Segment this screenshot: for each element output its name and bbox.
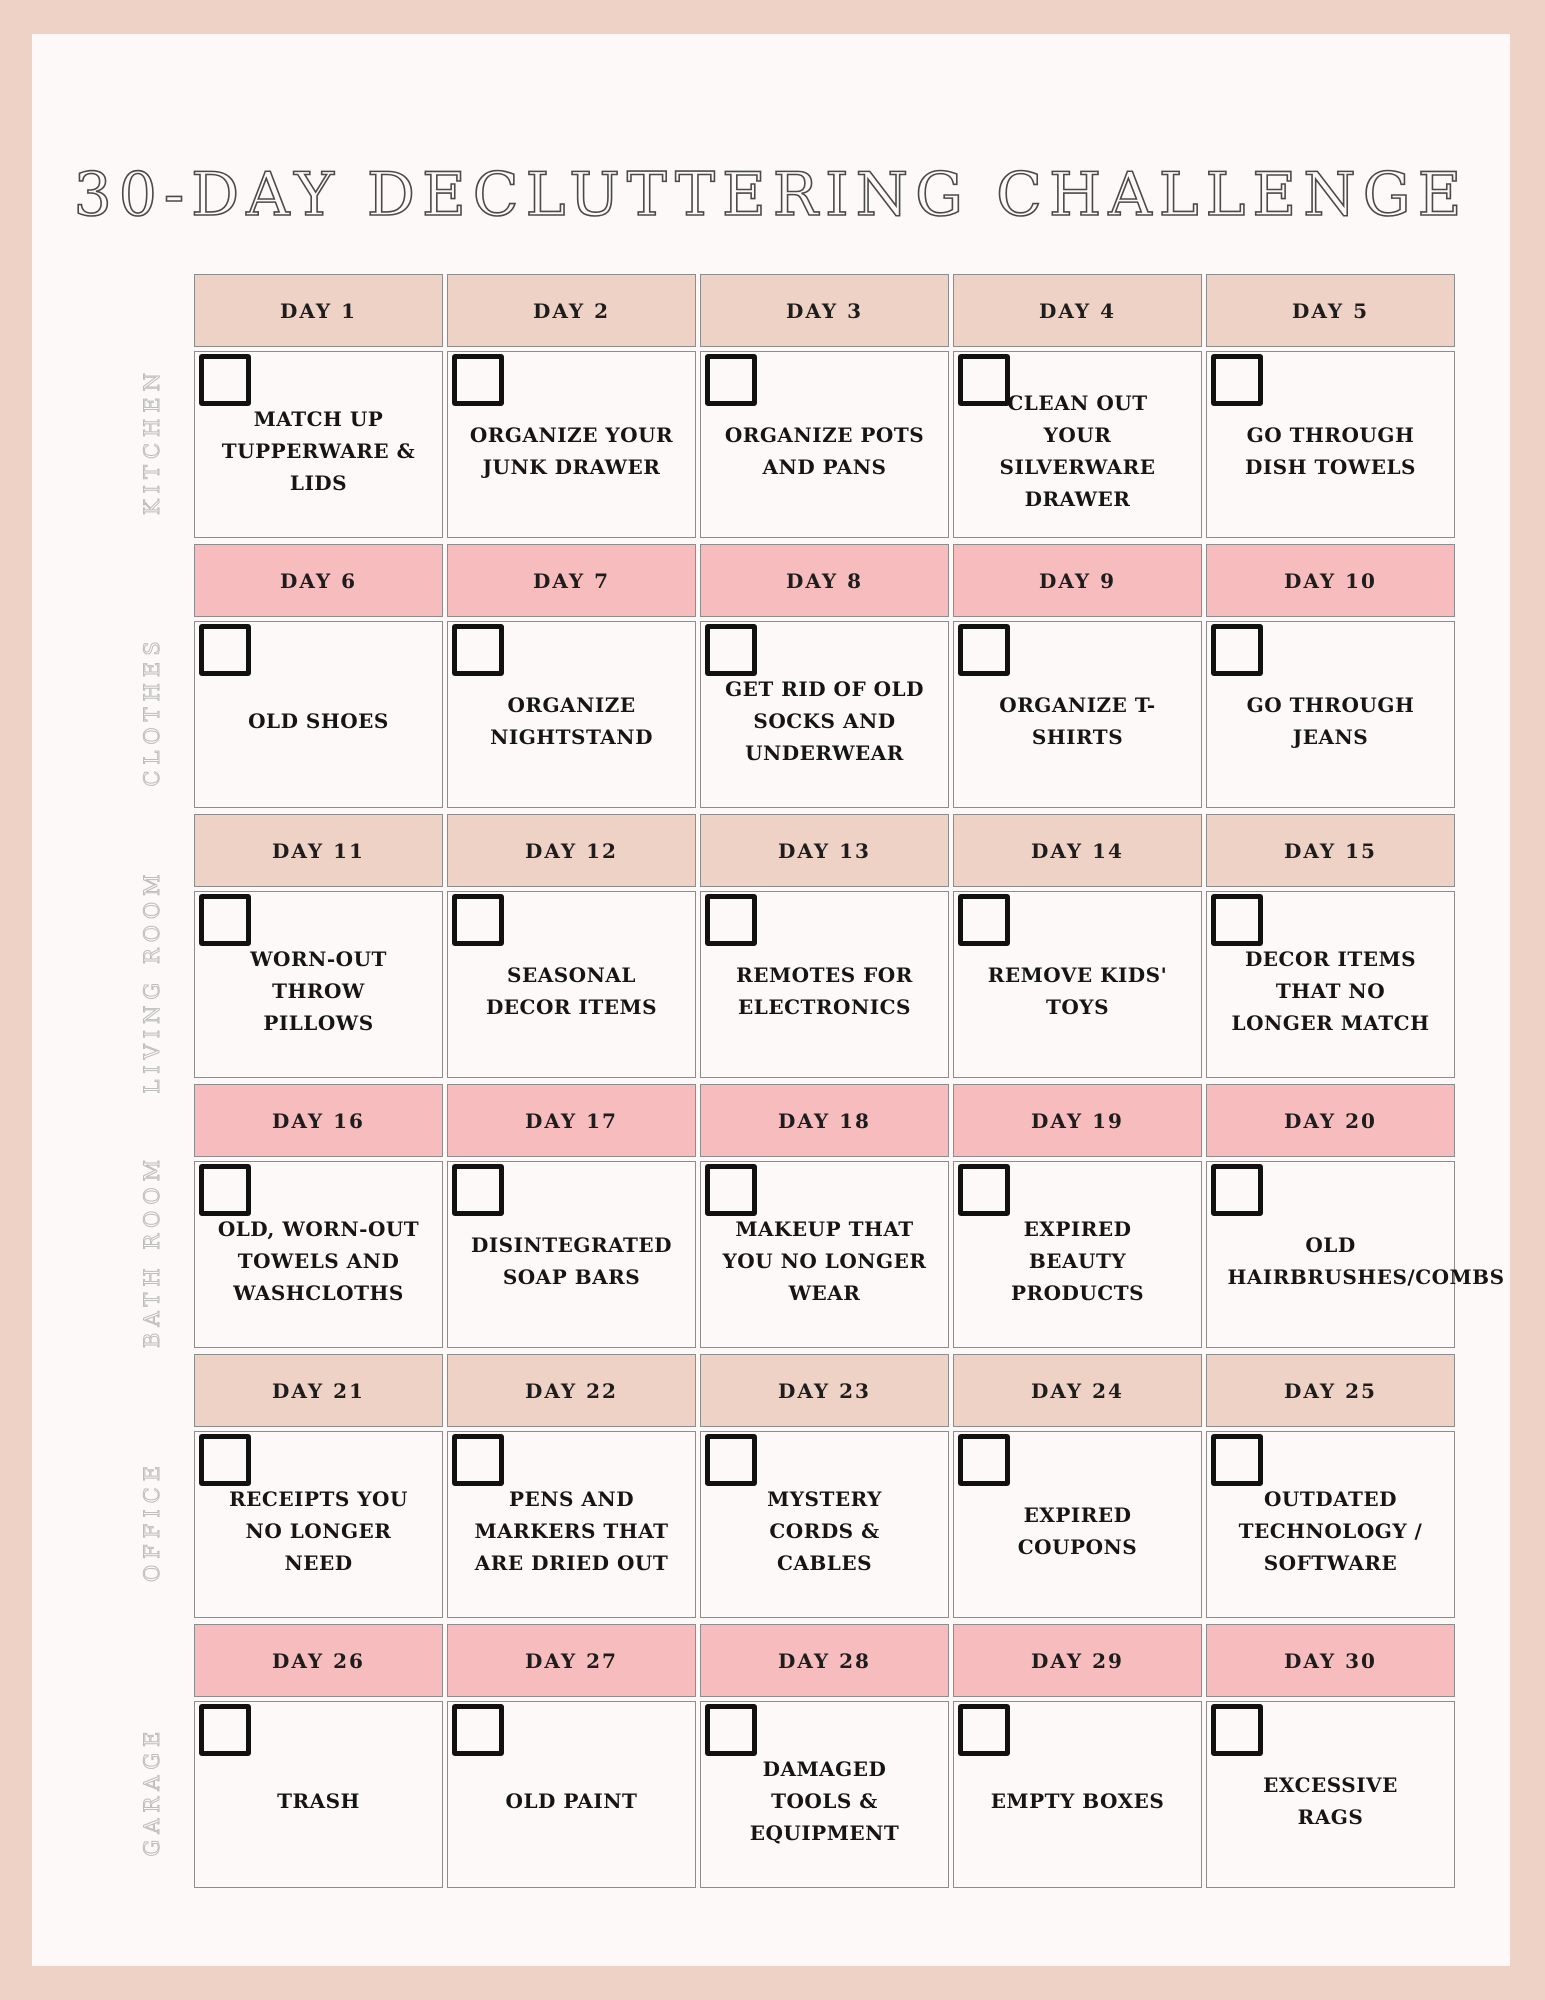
day-header-row	[194, 544, 1455, 617]
section-label-text: KITCHEN	[140, 366, 164, 516]
task-checkbox[interactable]	[199, 1164, 251, 1216]
task-cell	[447, 1431, 696, 1618]
task-checkbox[interactable]	[452, 894, 504, 946]
day-header: DAY 10	[1206, 544, 1455, 617]
section-bath-room	[140, 1084, 1505, 1354]
task-checkbox[interactable]	[1211, 624, 1263, 676]
task-checkbox[interactable]	[705, 1704, 757, 1756]
task-text: CLEAN OUT YOUR SILVERWARE DRAWER	[999, 390, 1156, 511]
task-text: WORN-OUT THROW PILLOWS	[250, 946, 387, 1035]
task-checkbox[interactable]	[199, 894, 251, 946]
section-label-text: OFFICE	[140, 1459, 164, 1583]
task-text: EXCESSIVE RAGS	[1263, 1772, 1398, 1829]
task-checkbox[interactable]	[452, 354, 504, 406]
task-text: RECEIPTS YOU NO LONGER NEED	[229, 1486, 408, 1575]
task-cell	[953, 1431, 1202, 1618]
day-header: DAY 2	[447, 274, 696, 347]
day-header: DAY 29	[953, 1624, 1202, 1697]
day-header: DAY 9	[953, 544, 1202, 617]
task-cell	[194, 1161, 443, 1348]
day-header: DAY 14	[953, 814, 1202, 887]
section-label-text: LIVING ROOM	[140, 868, 164, 1094]
task-checkbox[interactable]	[1211, 894, 1263, 946]
task-cell	[447, 891, 696, 1078]
section-office	[140, 1354, 1457, 1624]
day-header: DAY 28	[700, 1624, 949, 1697]
task-checkbox[interactable]	[958, 894, 1010, 946]
task-text: ORGANIZE POTS AND PANS	[724, 422, 925, 479]
section-kitchen	[140, 274, 1457, 544]
day-header: DAY 24	[953, 1354, 1202, 1427]
task-checkbox[interactable]	[452, 1704, 504, 1756]
task-checkbox[interactable]	[452, 624, 504, 676]
task-text: OLD PAINT	[505, 1788, 638, 1813]
day-header-row	[194, 274, 1455, 347]
section-label-text: CLOTHES	[140, 635, 164, 787]
day-header: DAY 27	[447, 1624, 696, 1697]
day-header-row	[194, 1354, 1455, 1427]
task-cell	[1206, 891, 1455, 1078]
task-checkbox[interactable]	[958, 1704, 1010, 1756]
day-header: DAY 8	[700, 544, 949, 617]
task-text: EXPIRED COUPONS	[1017, 1502, 1138, 1559]
day-header: DAY 5	[1206, 274, 1455, 347]
task-checkbox[interactable]	[199, 624, 251, 676]
task-text: ORGANIZE NIGHTSTAND	[490, 692, 653, 749]
task-text: GET RID OF OLD SOCKS AND UNDERWEAR	[725, 676, 924, 765]
task-row	[194, 351, 1455, 538]
task-checkbox[interactable]	[705, 1434, 757, 1486]
section-label-text: GARAGE	[140, 1725, 164, 1857]
task-checkbox[interactable]	[958, 1164, 1010, 1216]
task-cell	[447, 1161, 696, 1348]
section-garage	[140, 1624, 1457, 1894]
day-header: DAY 18	[700, 1084, 949, 1157]
task-cell	[1206, 351, 1455, 538]
task-cell	[953, 1161, 1202, 1348]
task-text: REMOVE KIDS' TOYS	[987, 962, 1168, 1019]
task-row	[194, 891, 1455, 1078]
task-checkbox[interactable]	[452, 1434, 504, 1486]
section-living-room	[140, 814, 1457, 1094]
task-checkbox[interactable]	[705, 894, 757, 946]
task-row	[194, 1431, 1455, 1618]
task-cell	[194, 1431, 443, 1618]
task-checkbox[interactable]	[199, 354, 251, 406]
task-cell	[700, 1161, 949, 1348]
task-cell	[194, 1701, 443, 1888]
day-header: DAY 30	[1206, 1624, 1455, 1697]
task-text: TRASH	[277, 1788, 360, 1813]
task-row	[194, 621, 1455, 808]
day-header: DAY 22	[447, 1354, 696, 1427]
task-cell	[953, 621, 1202, 808]
task-cell	[194, 891, 443, 1078]
section-clothes	[140, 544, 1457, 814]
day-header-row	[194, 814, 1455, 887]
task-row	[194, 1701, 1455, 1888]
day-header: DAY 7	[447, 544, 696, 617]
day-header: DAY 1	[194, 274, 443, 347]
day-header-row	[194, 1624, 1455, 1697]
task-text: REMOTES FOR ELECTRONICS	[736, 962, 913, 1019]
task-checkbox[interactable]	[1211, 1704, 1263, 1756]
task-text: DISINTEGRATED SOAP BARS	[470, 1232, 672, 1289]
task-text: SEASONAL DECOR ITEMS	[485, 962, 658, 1019]
task-cell	[1206, 1701, 1455, 1888]
task-text: ORGANIZE T-SHIRTS	[999, 692, 1156, 749]
task-checkbox[interactable]	[958, 624, 1010, 676]
task-checkbox[interactable]	[452, 1164, 504, 1216]
task-cell	[447, 1701, 696, 1888]
task-cell	[1206, 1161, 1505, 1348]
day-header: DAY 19	[953, 1084, 1202, 1157]
task-checkbox[interactable]	[705, 354, 757, 406]
task-cell	[700, 1431, 949, 1618]
task-cell	[700, 351, 949, 538]
task-cell	[447, 351, 696, 538]
day-header: DAY 3	[700, 274, 949, 347]
task-text: GO THROUGH DISH TOWELS	[1244, 422, 1417, 479]
day-header: DAY 11	[194, 814, 443, 887]
day-header: DAY 6	[194, 544, 443, 617]
task-cell	[953, 351, 1202, 538]
task-text: MYSTERY CORDS & CABLES	[767, 1486, 882, 1575]
task-checkbox[interactable]	[705, 624, 757, 676]
day-header: DAY 25	[1206, 1354, 1455, 1427]
day-header: DAY 15	[1206, 814, 1455, 887]
day-header: DAY 23	[700, 1354, 949, 1427]
task-cell	[700, 1701, 949, 1888]
task-text: MATCH UP TUPPERWARE & LIDS	[221, 406, 416, 495]
task-row	[194, 1161, 1505, 1348]
task-text: MAKEUP THAT YOU NO LONGER WEAR	[722, 1216, 927, 1305]
task-text: GO THROUGH JEANS	[1246, 692, 1415, 749]
page-title: 30-DAY DECLUTTERING CHALLENGE	[73, 160, 1469, 230]
day-header: DAY 16	[194, 1084, 443, 1157]
task-text: OLD HAIRBRUSHES/COMBS	[1227, 1232, 1505, 1289]
task-cell	[700, 621, 949, 808]
day-header: DAY 4	[953, 274, 1202, 347]
task-cell	[1206, 1431, 1455, 1618]
task-text: OLD SHOES	[248, 708, 389, 733]
task-text: EXPIRED BEAUTY PRODUCTS	[1010, 1216, 1145, 1305]
task-cell	[447, 621, 696, 808]
task-text: DECOR ITEMS THAT NO LONGER MATCH	[1231, 946, 1430, 1035]
task-text: EMPTY BOXES	[990, 1788, 1165, 1813]
task-checkbox[interactable]	[1211, 354, 1263, 406]
task-cell	[194, 351, 443, 538]
day-header-row	[194, 1084, 1455, 1157]
day-header: DAY 21	[194, 1354, 443, 1427]
task-checkbox[interactable]	[958, 1434, 1010, 1486]
day-header: DAY 17	[447, 1084, 696, 1157]
task-text: DAMAGED TOOLS & EQUIPMENT	[749, 1756, 900, 1845]
task-checkbox[interactable]	[958, 354, 1010, 406]
task-cell	[700, 891, 949, 1078]
task-cell	[953, 891, 1202, 1078]
task-text: OLD, WORN-OUT TOWELS AND WASHCLOTHS	[217, 1216, 420, 1305]
day-header: DAY 20	[1206, 1084, 1455, 1157]
task-checkbox[interactable]	[1211, 1434, 1263, 1486]
task-text: ORGANIZE YOUR JUNK DRAWER	[469, 422, 674, 479]
task-text: PENS AND MARKERS THAT ARE DRIED OUT	[474, 1486, 669, 1575]
task-checkbox[interactable]	[199, 1434, 251, 1486]
task-checkbox[interactable]	[1211, 1164, 1263, 1216]
day-header: DAY 26	[194, 1624, 443, 1697]
challenge-page	[32, 34, 1510, 1966]
day-header: DAY 13	[700, 814, 949, 887]
task-checkbox[interactable]	[705, 1164, 757, 1216]
task-cell	[194, 621, 443, 808]
section-label-text: BATH ROOM	[140, 1153, 164, 1349]
task-text: OUTDATED TECHNOLOGY / SOFTWARE	[1238, 1486, 1423, 1575]
task-cell	[953, 1701, 1202, 1888]
task-cell	[1206, 621, 1455, 808]
challenge-grid	[140, 274, 1505, 1894]
task-checkbox[interactable]	[199, 1704, 251, 1756]
day-header: DAY 12	[447, 814, 696, 887]
